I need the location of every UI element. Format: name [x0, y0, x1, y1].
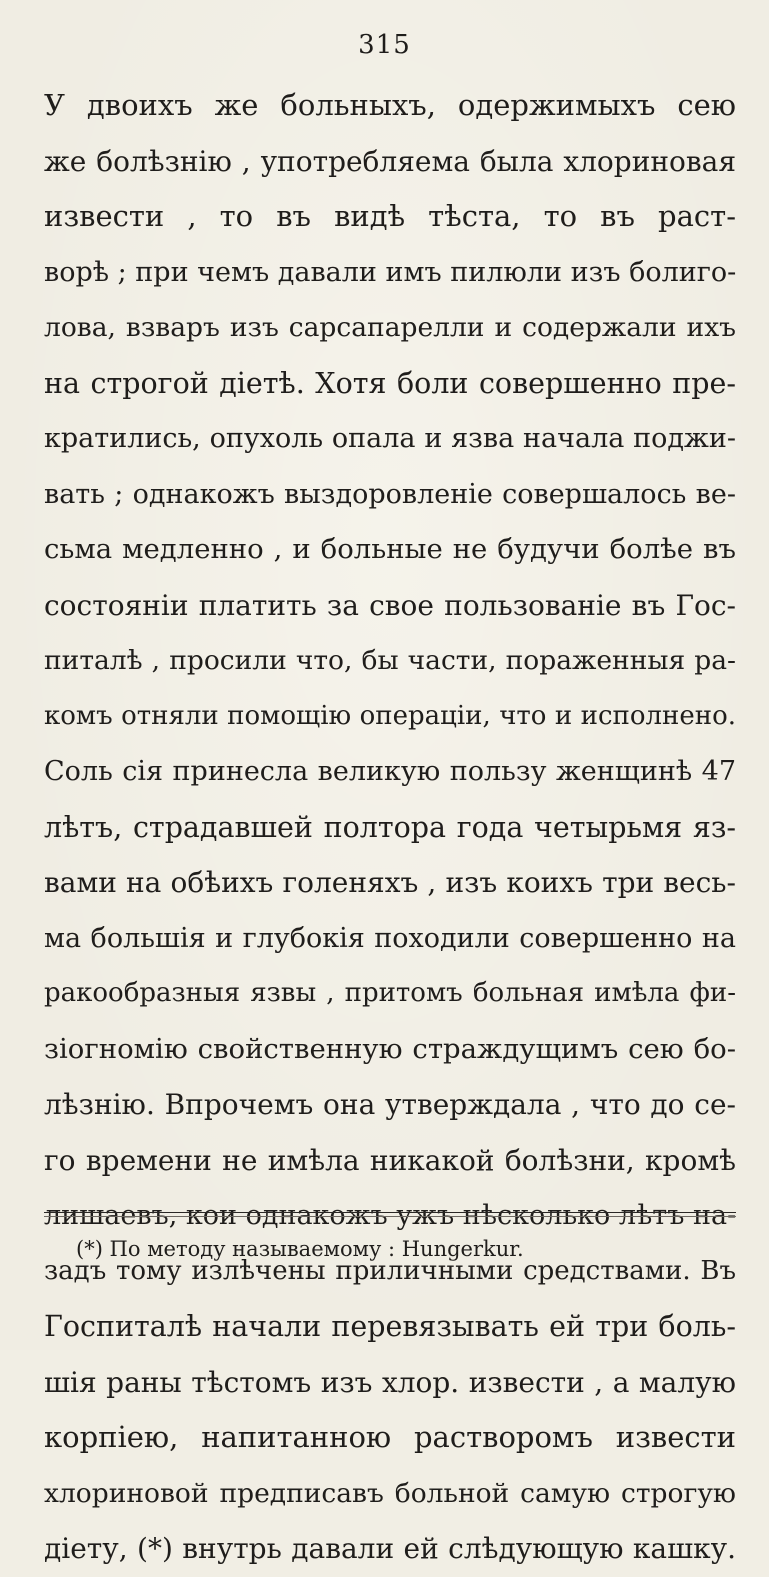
text-line: комъ отняли помощію операціи, что и исполнено. [44, 700, 736, 731]
footnote-divider [44, 1212, 736, 1213]
text-line: лѣтъ, страдавшей полтора года четырьмя яз- [44, 810, 736, 844]
text-line: хлориновой предписавъ больной самую строгую [44, 1477, 736, 1509]
text-line: вать ; однакожъ выздоровленіе совершалось ве- [44, 478, 736, 510]
text-line: же болѣзнію , употребляема была хлориновая [44, 144, 736, 178]
text-line: лишаевъ, кои однакожъ ужъ нѣсколько лѣтъ на- [44, 1200, 737, 1231]
footnote: (*) По методу называемому : Hungerkur. [76, 1237, 524, 1261]
text-line: У двоихъ же больныхъ, одержимыхъ сею [44, 88, 736, 122]
footnote-divider-thin [44, 1216, 736, 1217]
text-line: ворѣ ; при чемъ давали имъ пилюли изъ болиго- [44, 256, 737, 288]
text-line: ракообразныя язвы , притомъ больная имѣла фи- [44, 978, 736, 1008]
text-line: состояніи платить за свое пользованіе въ Гос- [44, 588, 736, 622]
text-line: зіогномію свойственную страждущимъ сею бо- [44, 1032, 736, 1065]
main-text [44, 78, 736, 1577]
text-line: извести , то въ видѣ тѣста, то въ раст- [44, 199, 736, 233]
text-line: сьма медленно , и больные не будучи болѣе въ [44, 533, 736, 565]
text-line: ма большія и глубокія походили совершенно на [44, 922, 736, 954]
text-line: лова, взваръ изъ сарсапарелли и содержали ихъ [44, 312, 736, 343]
page-number: 315 [358, 30, 411, 60]
text-line: корпіею, напитанною растворомъ извести [44, 1420, 736, 1454]
text-line: Госпиталѣ начали перевязывать ей три боль- [44, 1310, 736, 1343]
text-line: задъ тому излѣчены приличными средствами. Въ [44, 1255, 736, 1286]
text-line: лѣзнію. Впрочемъ она утверждала , что до се- [44, 1088, 736, 1121]
text-line: шія раны тѣстомъ изъ хлор. извести , а малую [44, 1365, 736, 1399]
text-line: вами на обѣихъ голеняхъ , изъ коихъ три весь- [44, 866, 736, 899]
text-line: кратились, опухоль опала и язва начала поджи- [44, 423, 736, 454]
text-line: на строгой діетѣ. Хотя боли совершенно пре- [44, 366, 736, 400]
text-line: діету, (*) внутрь давали ей слѣдующую кашку. [44, 1532, 736, 1565]
text-line: Соль сія принесла великую пользу женщинѣ 47 [44, 756, 736, 787]
text-line: питалѣ , просили что, бы части, пораженныя ра- [44, 645, 736, 676]
text-line: го времени не имѣла никакой болѣзни, кромѣ [44, 1143, 736, 1177]
